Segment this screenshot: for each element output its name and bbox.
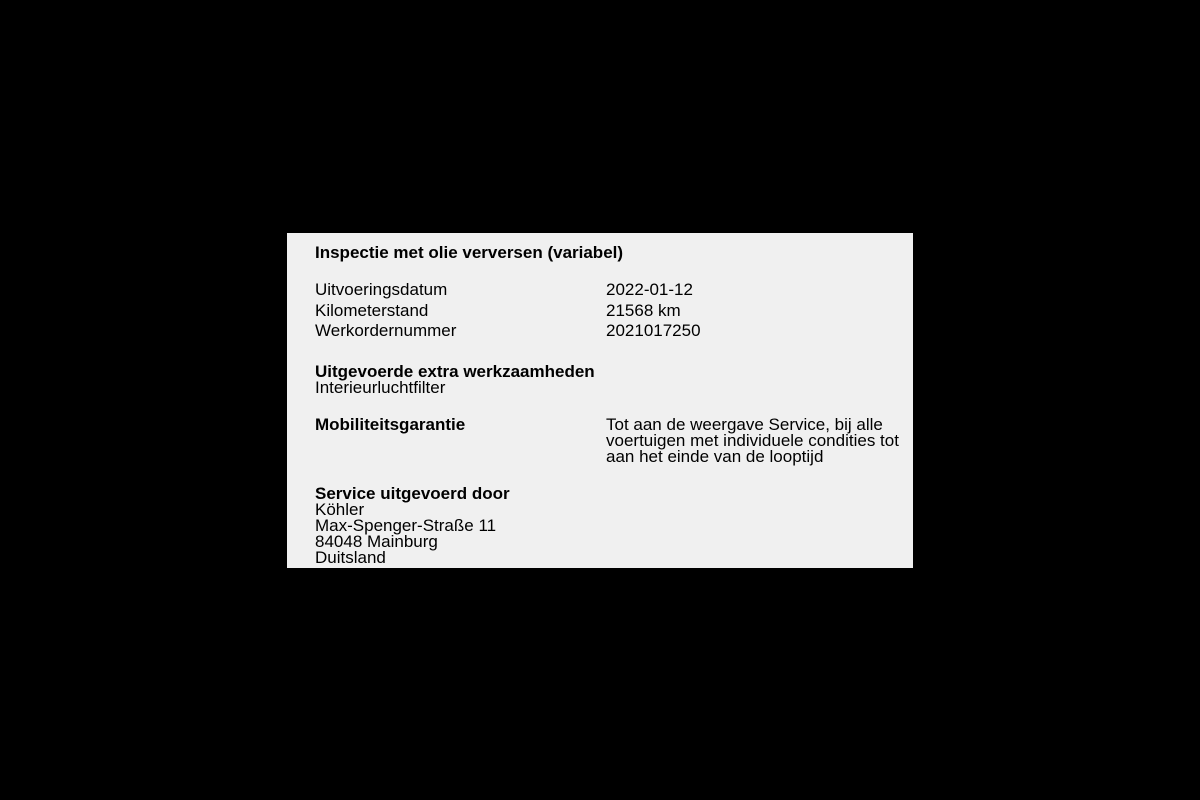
detail-value: 2021017250 <box>606 321 701 340</box>
extra-work-section <box>315 363 913 396</box>
mobility-section <box>315 414 913 466</box>
service-by-heading: Service uitgevoerd door <box>315 483 510 503</box>
service-title: Inspectie met olie verversen (variabel) <box>315 243 624 262</box>
detail-value: 2022-01-12 <box>606 280 693 299</box>
dealer-country: Duitsland <box>315 547 386 567</box>
dealer-city: 84048 Mainburg <box>315 531 438 551</box>
mobility-label: Mobiliteitsgarantie <box>315 414 466 434</box>
dealer-name: Köhler <box>315 499 365 519</box>
service-record-content <box>315 243 913 566</box>
extra-work-item: Interieurluchtfilter <box>315 377 446 397</box>
service-record-panel <box>287 233 913 568</box>
detail-value: 21568 km <box>606 300 681 320</box>
service-details <box>315 280 913 342</box>
detail-label: Kilometerstand <box>315 300 429 320</box>
detail-label: Uitvoeringsdatum <box>315 280 448 299</box>
detail-label: Werkordernummer <box>315 321 457 340</box>
dealer-street: Max-Spenger-Straße 11 <box>315 515 497 535</box>
extra-work-heading: Uitgevoerde extra werkzaamheden <box>315 361 595 381</box>
mobility-text: Tot aan de weergave Service, bij alle voertuigen met individuele condities tot aan het einde van de looptijd <box>606 414 899 466</box>
service-by-section <box>315 485 913 566</box>
